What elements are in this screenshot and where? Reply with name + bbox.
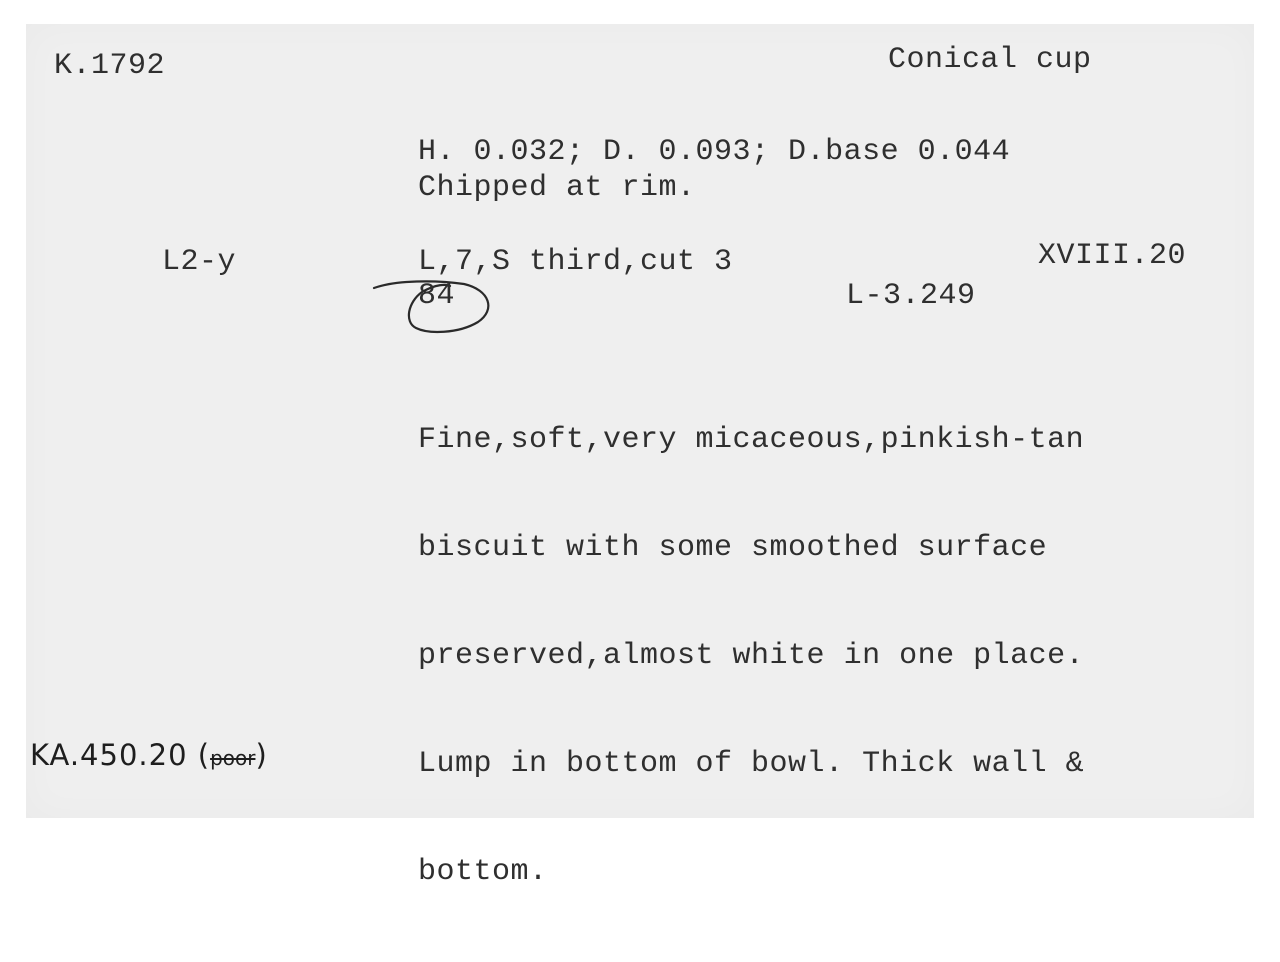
handwritten-crossed-note: poor — [210, 746, 256, 770]
object-title: Conical cup — [888, 43, 1092, 77]
description-line: Lump in bottom of bowl. Thick wall & — [418, 747, 1085, 781]
description-line: biscuit with some smoothed surface — [418, 531, 1048, 565]
circled-number: 84 — [418, 279, 456, 313]
fabric-description — [418, 350, 1084, 962]
location-code: L2-y — [162, 245, 237, 279]
dimensions-line: H. 0.032; D. 0.093; D.base 0.044 — [418, 135, 1011, 169]
inventory-reference: XVIII.20 — [1038, 239, 1187, 273]
condition-line: Chipped at rim. — [418, 171, 696, 205]
handwritten-close-paren: ) — [255, 738, 268, 772]
description-line: Fine,soft,very micaceous,pinkish-tan — [418, 423, 1085, 457]
description-line: preserved,almost white in one place. — [418, 639, 1085, 673]
layer-reference: L-3.249 — [846, 279, 976, 313]
description-line: bottom. — [418, 855, 548, 889]
catalog-card — [26, 24, 1254, 889]
find-context: L,7,S third,cut 3 — [418, 245, 733, 279]
handwritten-ref-text: KA.450.20 ( — [30, 738, 211, 772]
handwritten-reference — [30, 738, 268, 772]
catalog-number: K.1792 — [54, 49, 166, 83]
